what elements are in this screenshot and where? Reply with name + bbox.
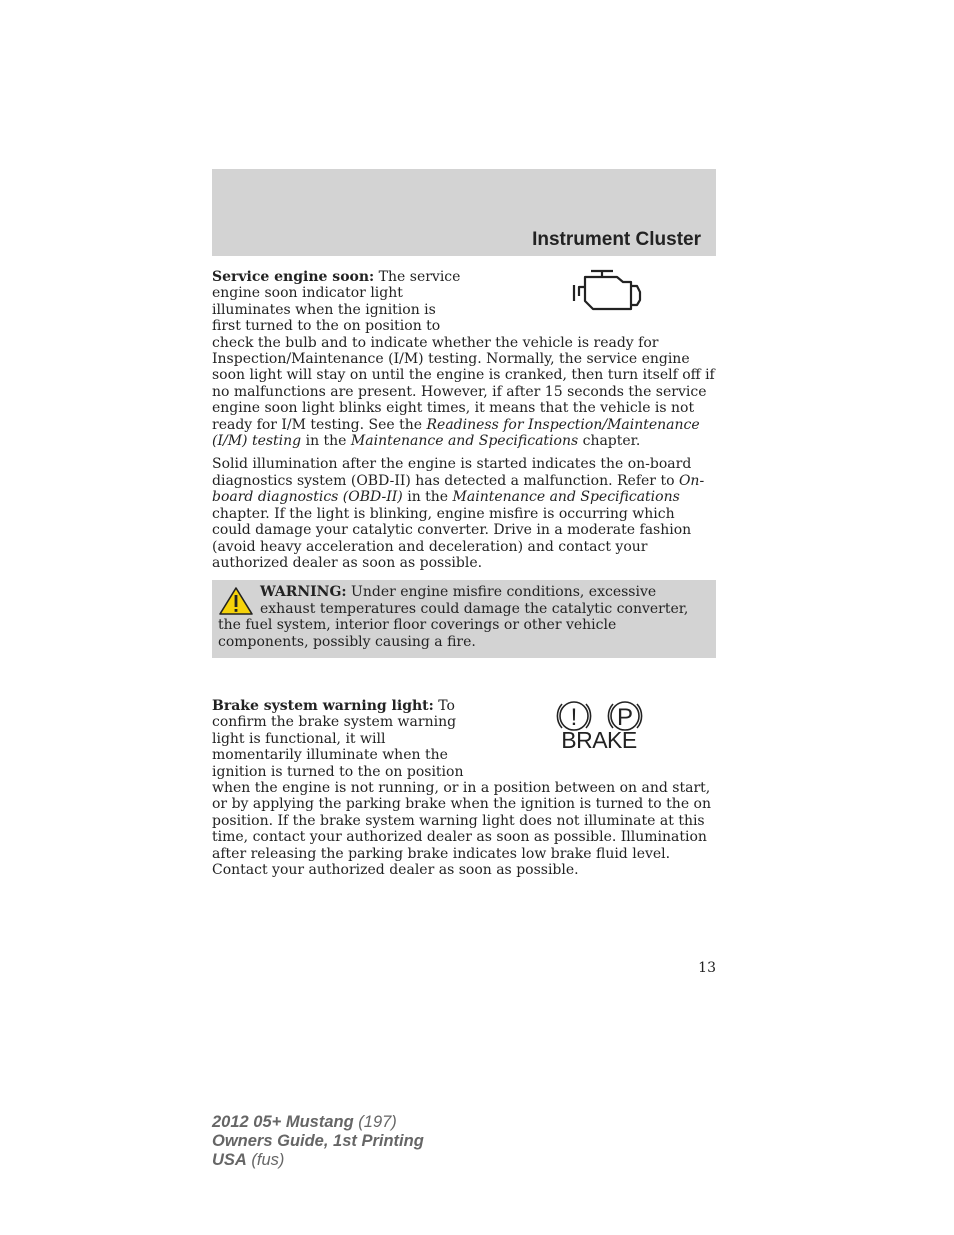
service-engine-text-3: chapter. (578, 433, 641, 450)
footer-model: 2012 05+ Mustang (212, 1113, 354, 1131)
footer-guide: Owners Guide, 1st Printing (212, 1132, 424, 1150)
footer-market: USA (212, 1151, 247, 1169)
service-engine-text-2: in the (301, 433, 351, 450)
brake-icon-exclamation: ! (570, 703, 578, 731)
service-engine-paragraph (212, 269, 716, 449)
footer-line-3 (212, 1151, 424, 1170)
service-engine-ref-2: Maintenance and Specifications (350, 433, 579, 450)
footer-line-2 (212, 1132, 424, 1151)
service-engine-ref-1: Readiness for Inspection/Maintenance (I/M) testing (212, 416, 700, 450)
solid-text-1: Solid illumination after the engine is started indicates the on-board diagnostics system (OBD-II) has detected a malfunction. Refer to (212, 456, 692, 489)
solid-illumination-paragraph (212, 456, 716, 571)
warning-text (218, 584, 708, 650)
engine-icon (571, 269, 645, 321)
warning-triangle-icon (218, 586, 254, 616)
footer-line-1 (212, 1113, 424, 1132)
warning-body: Under engine misfire conditions, excessive exhaust temperatures could damage the catalytic converter, the fuel system, interior floor coverings or other vehicle components, possibly causing a fire. (218, 584, 689, 650)
brake-icon-p: P (616, 703, 634, 731)
brake-icon-word: BRAKE (561, 726, 637, 753)
service-engine-text-1: The service engine soon indicator light illuminates when the ignition is first turned to the on position to check the bulb and to indicate whether the vehicle is ready for Inspection/Maintenance (I/M) testing. Normally, the service engine soon light will stay on until the engine is cranked, then turn itself off if no malfunctions are present. However, if after 15 seconds the service engine soon light blinks eight times, it means that the vehicle is not ready for I/M testing. See the (212, 269, 715, 433)
footer-model-code: (197) (353, 1113, 397, 1131)
brake-system-label: Brake system warning light: (212, 697, 434, 714)
page-number: 13 (698, 960, 716, 976)
footer (212, 1113, 424, 1170)
warning-label: WARNING: (260, 584, 347, 601)
solid-ref-2: Maintenance and Specifications (452, 489, 680, 506)
brake-system-paragraph (212, 698, 716, 878)
brake-icon-container (466, 698, 716, 778)
solid-ref-1: On-board diagnostics (OBD-II) (212, 472, 705, 506)
section-header-band (212, 169, 716, 256)
footer-market-code: (fus) (246, 1151, 285, 1169)
warning-box (212, 580, 716, 658)
solid-text-2: in the (402, 489, 453, 506)
brake-system-text: To confirm the brake system warning light is functional, it will momentarily illuminate when the ignition is turned to the on position when the engine is not running, or in a position between on and start, or by applying the parking brake when the ignition is turned to the on position. If the brake system warning light does not illuminate at this time, contact your authorized dealer as soon as possible. Illumination after releasing the parking brake indicates low brake fluid level. Contact your authorized dealer as soon as possible. (212, 697, 711, 878)
solid-text-3: chapter. If the light is blinking, engine misfire is occurring which could damage your catalytic converter. Drive in a moderate fashion (avoid heavy acceleration and deceleration) and contact your authorized dealer as soon as possible. (212, 505, 692, 571)
engine-icon-container (466, 269, 716, 333)
service-engine-label: Service engine soon: (212, 269, 375, 285)
page-content (212, 269, 716, 878)
section-title: Instrument Cluster (532, 229, 701, 250)
